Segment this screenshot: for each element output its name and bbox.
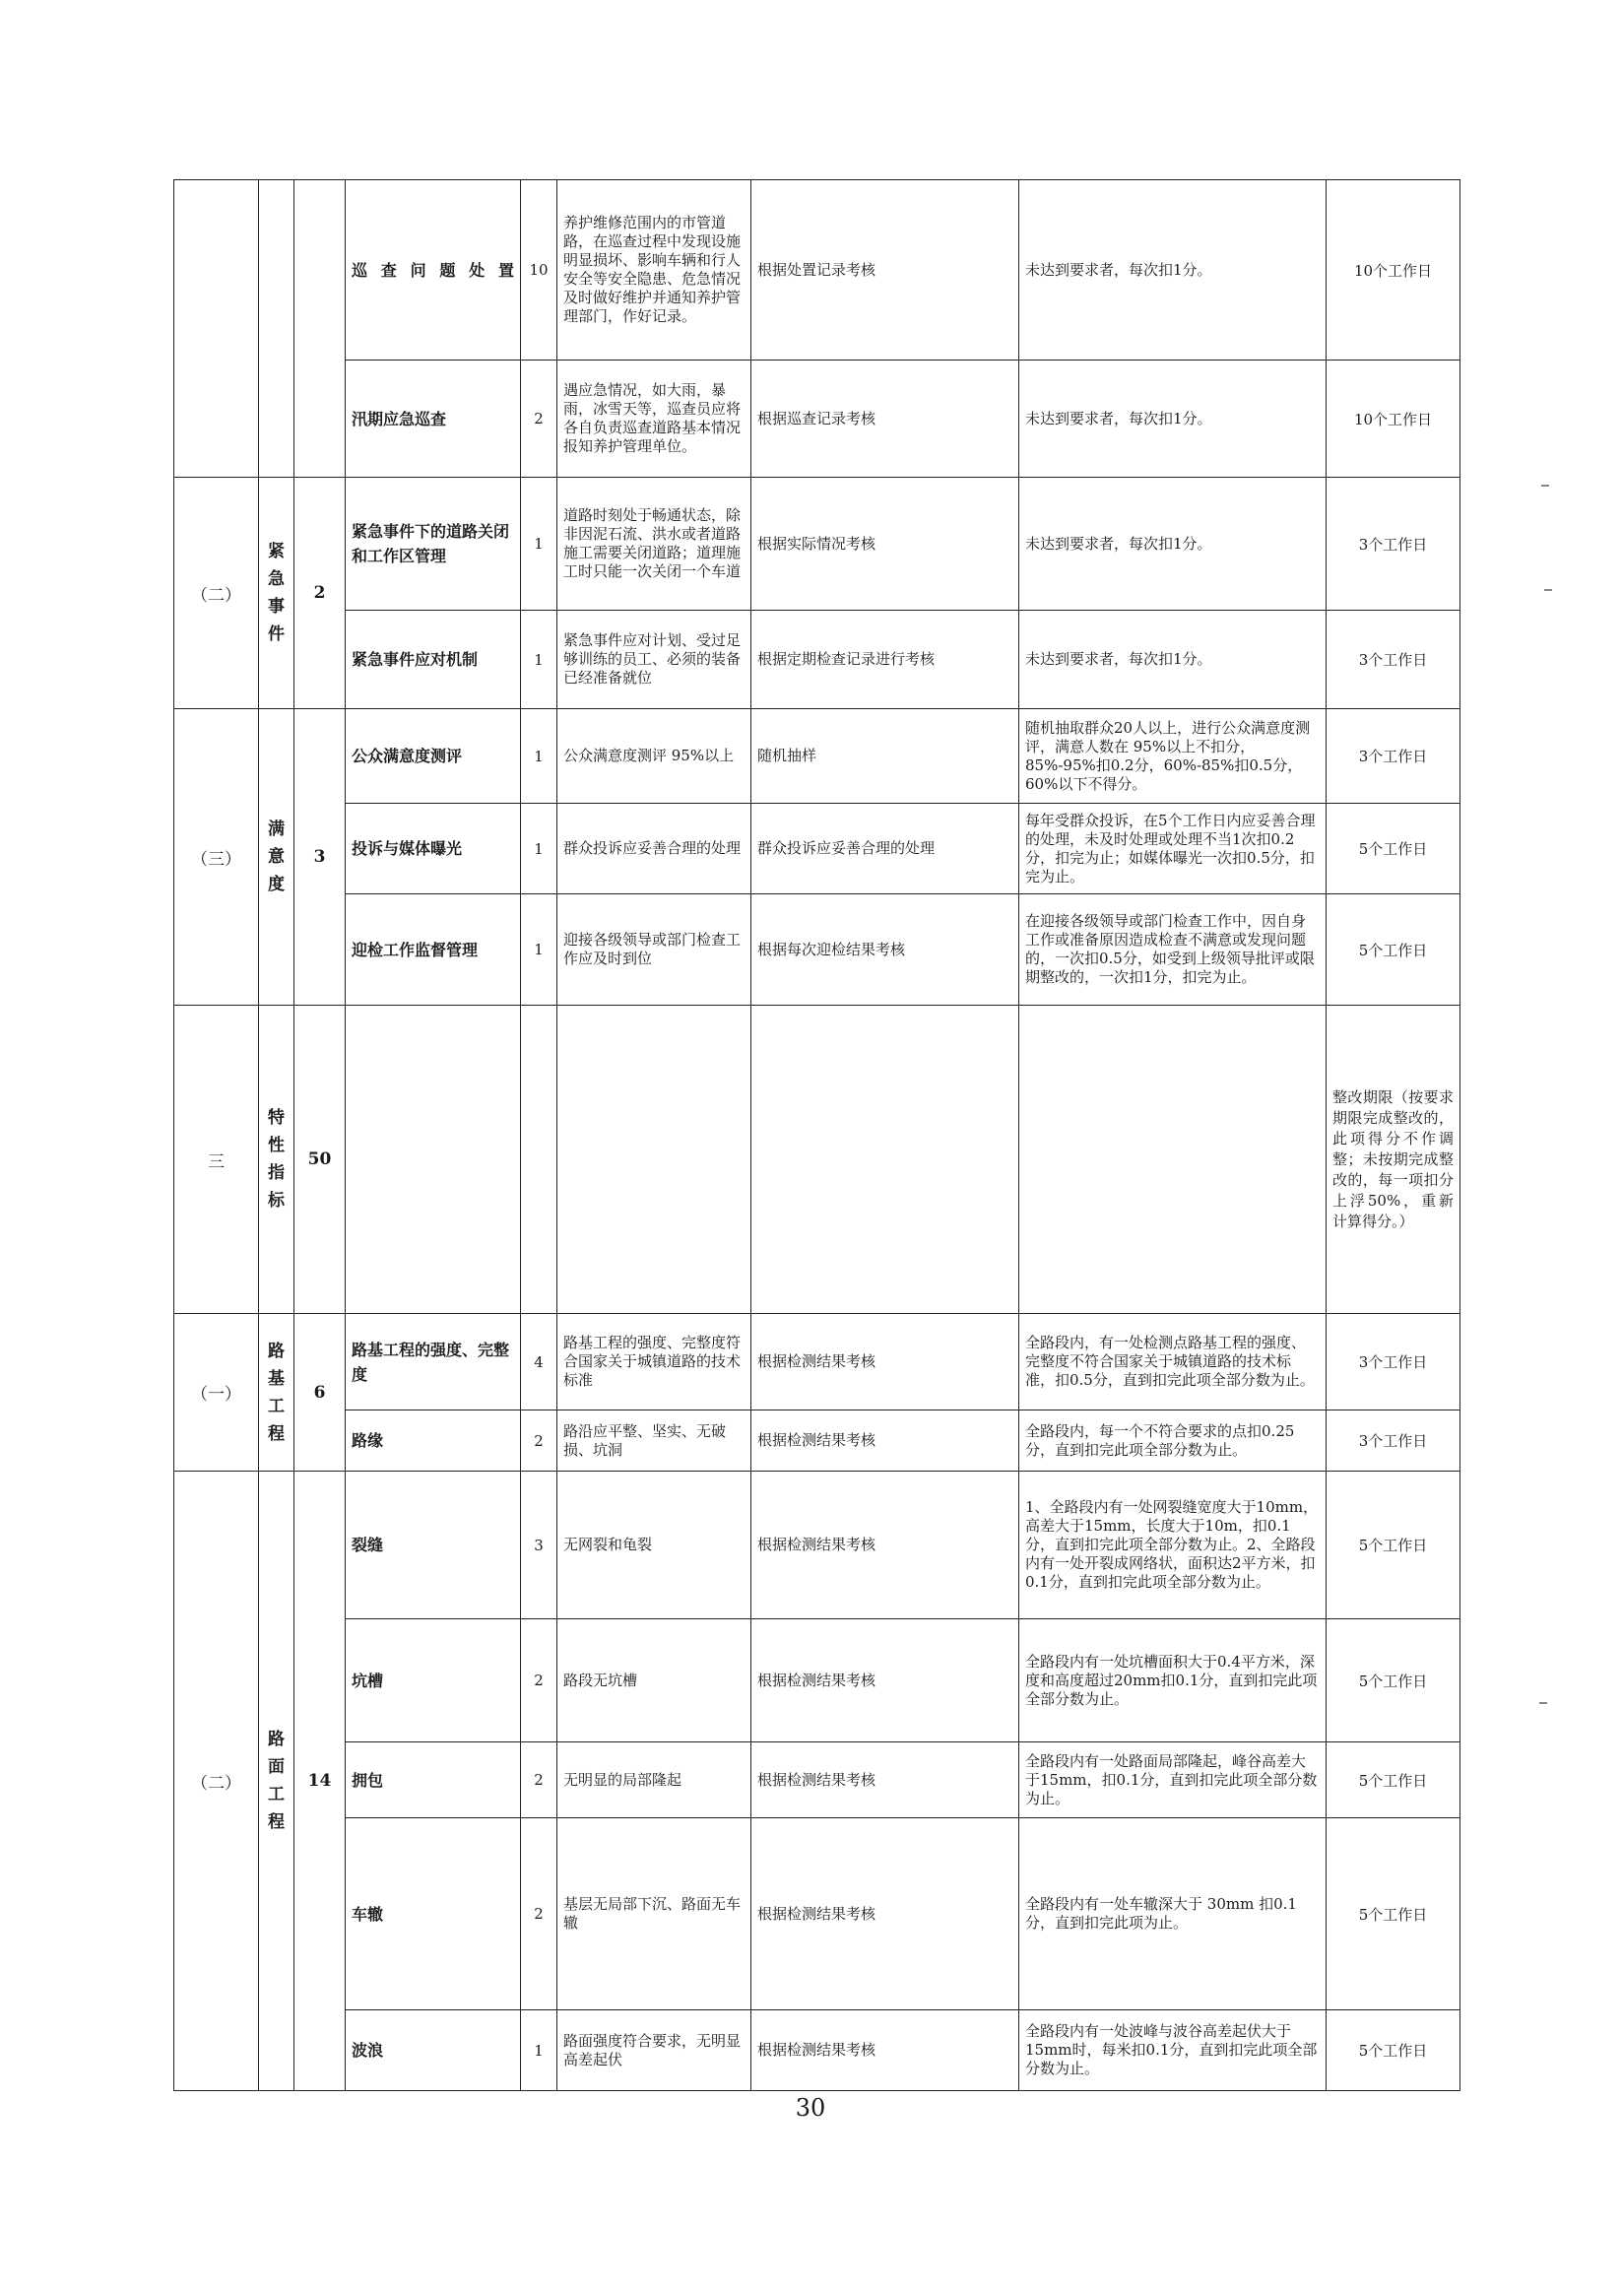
score-cell (294, 180, 346, 478)
evaluation-table (173, 179, 1460, 2091)
section-number-cell (174, 180, 259, 478)
item-standard: 基层无局部下沉、路面无车辙 (557, 1818, 751, 2010)
section-number: （二） (174, 478, 259, 709)
item-method: 根据检测结果考核 (751, 2010, 1019, 2091)
table-row (174, 2010, 1460, 2091)
table-row (174, 478, 1460, 611)
item-deduction: 全路段内，每一个不符合要求的点扣0.25分，直到扣完此项全部分数为止。 (1019, 1410, 1327, 1472)
item-method: 根据处置记录考核 (751, 180, 1019, 361)
empty-cell (346, 1006, 521, 1314)
item-name: 公众满意度测评 (346, 709, 521, 804)
item-standard: 路沿应平整、坚实、无破损、坑洞 (557, 1410, 751, 1472)
item-standard: 无网裂和龟裂 (557, 1472, 751, 1619)
section-number: 三 (174, 1006, 259, 1314)
item-method: 根据定期检查记录进行考核 (751, 611, 1019, 709)
section-number: （一） (174, 1314, 259, 1472)
table-row (174, 894, 1460, 1006)
table-row (174, 180, 1460, 361)
category-name: 特性指标 (268, 1108, 285, 1211)
item-deduction: 全路段内有一处车辙深大于 30mm 扣0.1分，直到扣完此项为止。 (1019, 1818, 1327, 2010)
item-time-limit: 5个工作日 (1327, 804, 1460, 894)
scan-mark (1544, 589, 1552, 591)
category-cell (259, 709, 294, 1006)
item-deduction: 全路段内有一处路面局部隆起，峰谷高差大于15mm，扣0.1分，直到扣完此项全部分数为止。 (1019, 1742, 1327, 1818)
item-deduction: 未达到要求者，每次扣1分。 (1019, 180, 1327, 361)
item-method: 根据检测结果考核 (751, 1314, 1019, 1410)
item-deduction: 1、全路段内有一处网裂缝宽度大于10mm，高差大于15mm，长度大于10m，扣0.1分，直到扣完此项全部分数为止。2、全路段内有一处开裂成网络状，面积达2平方米，扣0.1分，直到扣完此项全部分数为止。 (1019, 1472, 1327, 1619)
empty-cell (521, 1006, 557, 1314)
item-name: 裂缝 (346, 1472, 521, 1619)
item-standard: 群众投诉应妥善合理的处理 (557, 804, 751, 894)
item-points: 1 (521, 894, 557, 1006)
item-points: 2 (521, 1818, 557, 2010)
section-score: 3 (294, 709, 346, 1006)
item-standard: 路基工程的强度、完整度符合国家关于城镇道路的技术标准 (557, 1314, 751, 1410)
item-points: 2 (521, 1619, 557, 1742)
table-row (174, 361, 1460, 478)
item-time-limit: 3个工作日 (1327, 709, 1460, 804)
item-name: 紧急事件下的道路关闭和工作区管理 (346, 478, 521, 611)
item-method: 根据检测结果考核 (751, 1619, 1019, 1742)
item-standard: 迎接各级领导或部门检查工作应及时到位 (557, 894, 751, 1006)
item-standard: 路段无坑槽 (557, 1619, 751, 1742)
item-points: 2 (521, 361, 557, 478)
item-standard: 养护维修范围内的市管道路，在巡查过程中发现设施明显损坏、影响车辆和行人安全等安全隐患、危急情况及时做好维护并通知养护管理部门，作好记录。 (557, 180, 751, 361)
item-name: 迎检工作监督管理 (346, 894, 521, 1006)
item-time-limit: 5个工作日 (1327, 1619, 1460, 1742)
item-points: 3 (521, 1472, 557, 1619)
item-time-limit: 10个工作日 (1327, 180, 1460, 361)
item-method: 根据巡查记录考核 (751, 361, 1019, 478)
empty-cell (751, 1006, 1019, 1314)
item-points: 1 (521, 611, 557, 709)
item-name: 车辙 (346, 1818, 521, 2010)
item-name: 路缘 (346, 1410, 521, 1472)
item-method: 根据每次迎检结果考核 (751, 894, 1019, 1006)
item-deduction: 在迎接各级领导或部门检查工作中，因自身工作或准备原因造成检查不满意或发现问题的，一次扣0.5分，如受到上级领导批评或限期整改的，一次扣1分，扣完为止。 (1019, 894, 1327, 1006)
item-points: 1 (521, 478, 557, 611)
item-time-limit: 3个工作日 (1327, 611, 1460, 709)
section-score: 14 (294, 1472, 346, 2091)
table-row (174, 709, 1460, 804)
item-method: 根据检测结果考核 (751, 1742, 1019, 1818)
item-points: 1 (521, 709, 557, 804)
item-method: 群众投诉应妥善合理的处理 (751, 804, 1019, 894)
table-row (174, 1742, 1460, 1818)
item-time-limit: 5个工作日 (1327, 2010, 1460, 2091)
category-cell (259, 180, 294, 478)
item-points: 1 (521, 804, 557, 894)
item-time-limit: 5个工作日 (1327, 1472, 1460, 1619)
item-time-limit: 5个工作日 (1327, 1818, 1460, 2010)
category-name: 紧急事件 (268, 542, 285, 644)
item-deduction: 未达到要求者，每次扣1分。 (1019, 478, 1327, 611)
item-time-limit: 3个工作日 (1327, 1314, 1460, 1410)
page-number: 30 (795, 2094, 826, 2122)
item-time-limit: 5个工作日 (1327, 894, 1460, 1006)
item-method: 随机抽样 (751, 709, 1019, 804)
item-name: 巡查问题处置 (346, 180, 521, 361)
item-points: 4 (521, 1314, 557, 1410)
item-deduction: 随机抽取群众20人以上，进行公众满意度测评，满意人数在 95%以上不扣分，85%-95%扣0.2分，60%-85%扣0.5分，60%以下不得分。 (1019, 709, 1327, 804)
item-deduction: 全路段内，有一处检测点路基工程的强度、完整度不符合国家关于城镇道路的技术标准，扣0.5分，直到扣完此项全部分数为止。 (1019, 1314, 1327, 1410)
item-method: 根据检测结果考核 (751, 1472, 1019, 1619)
item-method: 根据检测结果考核 (751, 1818, 1019, 2010)
item-points: 1 (521, 2010, 557, 2091)
category-cell (259, 1006, 294, 1314)
table-row (174, 611, 1460, 709)
item-time-limit: 3个工作日 (1327, 1410, 1460, 1472)
table-row (174, 1818, 1460, 2010)
item-standard: 公众满意度测评 95%以上 (557, 709, 751, 804)
item-standard: 路面强度符合要求，无明显高差起伏 (557, 2010, 751, 2091)
item-name: 拥包 (346, 1742, 521, 1818)
section-number: （三） (174, 709, 259, 1006)
item-name: 坑槽 (346, 1619, 521, 1742)
item-name: 路基工程的强度、完整度 (346, 1314, 521, 1410)
table-row (174, 1410, 1460, 1472)
empty-cell (1019, 1006, 1327, 1314)
section-score: 6 (294, 1314, 346, 1472)
item-deduction: 全路段内有一处波峰与波谷高差起伏大于15mm时，每米扣0.1分，直到扣完此项全部分数为止。 (1019, 2010, 1327, 2091)
scan-mark (1541, 485, 1549, 487)
item-method: 根据检测结果考核 (751, 1410, 1019, 1472)
item-name: 投诉与媒体曝光 (346, 804, 521, 894)
item-time-limit: 3个工作日 (1327, 478, 1460, 611)
section-number: （二） (174, 1472, 259, 2091)
rectification-note: 整改期限（按要求期限完成整改的，此项得分不作调整；未按期完成整改的，每一项扣分上浮50%，重新计算得分。） (1327, 1006, 1460, 1314)
category-name: 路基工程 (268, 1341, 285, 1444)
item-deduction: 全路段内有一处坑槽面积大于0.4平方米，深度和高度超过20mm扣0.1分，直到扣完此项全部分数为止。 (1019, 1619, 1327, 1742)
item-time-limit: 5个工作日 (1327, 1742, 1460, 1818)
item-deduction: 未达到要求者，每次扣1分。 (1019, 611, 1327, 709)
item-deduction: 每年受群众投诉，在5个工作日内应妥善合理的处理，未及时处理或处理不当1次扣0.2分，扣完为止；如媒体曝光一次扣0.5分，扣完为止。 (1019, 804, 1327, 894)
table-row (174, 804, 1460, 894)
item-method: 根据实际情况考核 (751, 478, 1019, 611)
item-standard: 道路时刻处于畅通状态，除非因泥石流、洪水或者道路施工需要关闭道路；道理施工时只能一次关闭一个车道 (557, 478, 751, 611)
item-time-limit: 10个工作日 (1327, 361, 1460, 478)
item-deduction: 未达到要求者，每次扣1分。 (1019, 361, 1327, 478)
section-score: 2 (294, 478, 346, 709)
section-score: 50 (294, 1006, 346, 1314)
table-row (174, 1472, 1460, 1619)
item-points: 2 (521, 1410, 557, 1472)
category-name: 路面工程 (268, 1730, 285, 1832)
empty-cell (557, 1006, 751, 1314)
category-cell (259, 1472, 294, 2091)
category-cell (259, 1314, 294, 1472)
category-name: 满意度 (268, 820, 285, 894)
table-row (174, 1619, 1460, 1742)
table-row (174, 1314, 1460, 1410)
item-standard: 无明显的局部隆起 (557, 1742, 751, 1818)
item-name: 汛期应急巡查 (346, 361, 521, 478)
table-row (174, 1006, 1460, 1314)
item-name: 紧急事件应对机制 (346, 611, 521, 709)
category-cell (259, 478, 294, 709)
item-standard: 紧急事件应对计划、受过足够训练的员工、必须的装备已经准备就位 (557, 611, 751, 709)
item-points: 2 (521, 1742, 557, 1818)
scan-mark (1539, 1702, 1547, 1704)
item-points: 10 (521, 180, 557, 361)
item-standard: 遇应急情况，如大雨，暴雨，冰雪天等，巡查员应将各自负责巡查道路基本情况报知养护管理单位。 (557, 361, 751, 478)
item-name: 波浪 (346, 2010, 521, 2091)
